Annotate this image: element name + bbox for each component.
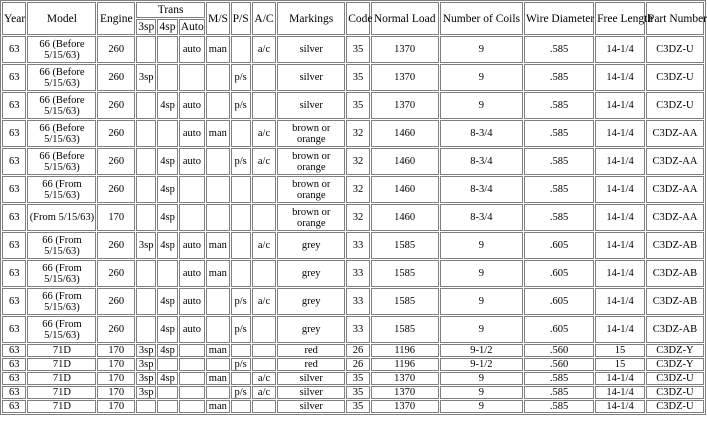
trans-4sp-cell <box>157 36 177 63</box>
trans-4sp-cell: 4sp <box>157 176 177 203</box>
trans-3sp-cell <box>136 120 156 147</box>
code-cell: 35 <box>346 386 369 399</box>
free-length-cell: 14-1/4 <box>595 260 645 287</box>
part-number-cell: C3DZ-U <box>646 372 704 385</box>
code-cell: 35 <box>346 36 369 63</box>
ms-cell: man <box>206 120 229 147</box>
ps-cell: p/s <box>231 64 251 91</box>
table-row <box>2 64 704 91</box>
trans-auto-cell <box>179 64 205 91</box>
ps-cell <box>231 204 251 231</box>
col-model: Model <box>27 2 96 35</box>
trans-auto-cell <box>179 176 205 203</box>
year-cell: 63 <box>2 120 26 147</box>
trans-auto-cell <box>179 372 205 385</box>
trans-auto-cell <box>179 344 205 357</box>
ps-cell <box>231 120 251 147</box>
col-ac: A/C <box>252 2 276 35</box>
year-cell: 63 <box>2 358 26 371</box>
part-number-cell: C3DZ-Y <box>646 358 704 371</box>
engine-cell: 260 <box>97 64 135 91</box>
ac-cell <box>252 176 276 203</box>
trans-4sp-cell: 4sp <box>157 232 177 259</box>
col-markings: Markings <box>277 2 345 35</box>
model-cell: 71D <box>27 386 96 399</box>
markings-cell: red <box>277 358 345 371</box>
coils-cell: 9 <box>440 386 523 399</box>
model-cell: 66 (From 5/15/63) <box>27 288 96 315</box>
coils-cell: 9 <box>440 316 523 343</box>
ps-cell: p/s <box>231 288 251 315</box>
trans-4sp-cell <box>157 386 177 399</box>
wire-diameter-cell: .605 <box>524 232 594 259</box>
trans-3sp-cell <box>136 400 156 413</box>
engine-cell: 170 <box>97 386 135 399</box>
coils-cell: 9 <box>440 260 523 287</box>
trans-4sp-cell <box>157 64 177 91</box>
normal-load-cell: 1370 <box>371 92 439 119</box>
ps-cell <box>231 36 251 63</box>
part-number-cell: C3DZ-AA <box>646 176 704 203</box>
trans-4sp-cell: 4sp <box>157 288 177 315</box>
ac-cell: a/c <box>252 148 276 175</box>
trans-auto-cell: auto <box>179 232 205 259</box>
trans-3sp-cell <box>136 176 156 203</box>
table-row <box>2 260 704 287</box>
table-row <box>2 288 704 315</box>
code-cell: 33 <box>346 288 369 315</box>
free-length-cell: 14-1/4 <box>595 232 645 259</box>
table-row <box>2 204 704 231</box>
wire-diameter-cell: .585 <box>524 120 594 147</box>
year-cell: 63 <box>2 344 26 357</box>
engine-cell: 170 <box>97 204 135 231</box>
year-cell: 63 <box>2 92 26 119</box>
ac-cell: a/c <box>252 232 276 259</box>
model-cell: 71D <box>27 400 96 413</box>
free-length-cell: 14-1/4 <box>595 400 645 413</box>
ps-cell <box>231 232 251 259</box>
ac-cell <box>252 92 276 119</box>
engine-cell: 170 <box>97 372 135 385</box>
engine-cell: 260 <box>97 120 135 147</box>
table-row <box>2 176 704 203</box>
col-ps: P/S <box>231 2 251 35</box>
model-cell: 66 (Before 5/15/63) <box>27 148 96 175</box>
code-cell: 35 <box>346 400 369 413</box>
ms-cell: man <box>206 372 229 385</box>
ps-cell <box>231 260 251 287</box>
normal-load-cell: 1370 <box>371 400 439 413</box>
ms-cell <box>206 204 229 231</box>
col-trans-3sp: 3sp <box>136 19 156 35</box>
col-coils: Number of Coils <box>440 2 523 35</box>
free-length-cell: 14-1/4 <box>595 92 645 119</box>
normal-load-cell: 1460 <box>371 176 439 203</box>
trans-3sp-cell: 3sp <box>136 358 156 371</box>
trans-3sp-cell: 3sp <box>136 64 156 91</box>
normal-load-cell: 1585 <box>371 288 439 315</box>
code-cell: 32 <box>346 120 369 147</box>
year-cell: 63 <box>2 176 26 203</box>
trans-4sp-cell: 4sp <box>157 204 177 231</box>
coils-cell: 9 <box>440 288 523 315</box>
free-length-cell: 14-1/4 <box>595 36 645 63</box>
table-row <box>2 358 704 371</box>
markings-cell: silver <box>277 400 345 413</box>
table-row <box>2 120 704 147</box>
year-cell: 63 <box>2 386 26 399</box>
table-row <box>2 400 704 413</box>
trans-4sp-cell <box>157 358 177 371</box>
col-trans: Trans <box>136 2 205 18</box>
col-wire-diameter: Wire Diameter <box>524 2 594 35</box>
markings-cell: silver <box>277 386 345 399</box>
ms-cell: man <box>206 400 229 413</box>
trans-auto-cell <box>179 204 205 231</box>
free-length-cell: 14-1/4 <box>595 176 645 203</box>
coils-cell: 8-3/4 <box>440 176 523 203</box>
col-code: Code <box>346 2 369 35</box>
part-number-cell: C3DZ-AA <box>646 204 704 231</box>
col-normal-load: Normal Load <box>371 2 439 35</box>
year-cell: 63 <box>2 372 26 385</box>
year-cell: 63 <box>2 204 26 231</box>
ps-cell: p/s <box>231 358 251 371</box>
trans-auto-cell: auto <box>179 148 205 175</box>
model-cell: 66 (From 5/15/63) <box>27 260 96 287</box>
coils-cell: 9 <box>440 400 523 413</box>
ms-cell <box>206 358 229 371</box>
table-row <box>2 232 704 259</box>
ac-cell <box>252 358 276 371</box>
normal-load-cell: 1370 <box>371 372 439 385</box>
ac-cell <box>252 204 276 231</box>
ms-cell <box>206 386 229 399</box>
normal-load-cell: 1585 <box>371 316 439 343</box>
engine-cell: 170 <box>97 400 135 413</box>
header-row <box>2 2 704 18</box>
part-number-cell: C3DZ-AA <box>646 120 704 147</box>
code-cell: 33 <box>346 260 369 287</box>
table-body <box>2 36 704 413</box>
table-row <box>2 386 704 399</box>
coils-cell: 9-1/2 <box>440 344 523 357</box>
free-length-cell: 14-1/4 <box>595 64 645 91</box>
free-length-cell: 14-1/4 <box>595 316 645 343</box>
markings-cell: brown or orange <box>277 148 345 175</box>
normal-load-cell: 1196 <box>371 344 439 357</box>
normal-load-cell: 1585 <box>371 260 439 287</box>
table-row <box>2 344 704 357</box>
year-cell: 63 <box>2 232 26 259</box>
free-length-cell: 14-1/4 <box>595 372 645 385</box>
year-cell: 63 <box>2 288 26 315</box>
trans-4sp-cell: 4sp <box>157 316 177 343</box>
trans-auto-cell: auto <box>179 36 205 63</box>
code-cell: 33 <box>346 232 369 259</box>
ms-cell: man <box>206 232 229 259</box>
markings-cell: grey <box>277 316 345 343</box>
wire-diameter-cell: .605 <box>524 288 594 315</box>
wire-diameter-cell: .585 <box>524 400 594 413</box>
code-cell: 32 <box>346 176 369 203</box>
ps-cell: p/s <box>231 316 251 343</box>
markings-cell: grey <box>277 288 345 315</box>
wire-diameter-cell: .585 <box>524 36 594 63</box>
part-number-cell: C3DZ-AB <box>646 316 704 343</box>
year-cell: 63 <box>2 400 26 413</box>
coils-cell: 8-3/4 <box>440 120 523 147</box>
wire-diameter-cell: .605 <box>524 260 594 287</box>
col-year: Year <box>2 2 26 35</box>
free-length-cell: 14-1/4 <box>595 386 645 399</box>
table-row <box>2 372 704 385</box>
col-part-number: Part Number <box>646 2 704 35</box>
part-number-cell: C3DZ-U <box>646 400 704 413</box>
markings-cell: brown or orange <box>277 204 345 231</box>
markings-cell: grey <box>277 260 345 287</box>
ms-cell <box>206 64 229 91</box>
trans-4sp-cell: 4sp <box>157 148 177 175</box>
model-cell: 71D <box>27 372 96 385</box>
col-trans-4sp: 4sp <box>157 19 177 35</box>
table-row <box>2 316 704 343</box>
trans-3sp-cell <box>136 148 156 175</box>
markings-cell: red <box>277 344 345 357</box>
trans-4sp-cell: 4sp <box>157 372 177 385</box>
wire-diameter-cell: .585 <box>524 64 594 91</box>
trans-4sp-cell <box>157 400 177 413</box>
engine-cell: 260 <box>97 260 135 287</box>
trans-3sp-cell <box>136 316 156 343</box>
engine-cell: 260 <box>97 148 135 175</box>
trans-3sp-cell: 3sp <box>136 386 156 399</box>
part-number-cell: C3DZ-AB <box>646 260 704 287</box>
ac-cell <box>252 344 276 357</box>
normal-load-cell: 1370 <box>371 64 439 91</box>
free-length-cell: 15 <box>595 358 645 371</box>
trans-auto-cell: auto <box>179 288 205 315</box>
table-row <box>2 36 704 63</box>
ps-cell <box>231 344 251 357</box>
part-number-cell: C3DZ-Y <box>646 344 704 357</box>
year-cell: 63 <box>2 64 26 91</box>
markings-cell: silver <box>277 92 345 119</box>
table-row <box>2 92 704 119</box>
markings-cell: silver <box>277 64 345 91</box>
ps-cell <box>231 176 251 203</box>
model-cell: (From 5/15/63) <box>27 204 96 231</box>
model-cell: 66 (From 5/15/63) <box>27 316 96 343</box>
free-length-cell: 15 <box>595 344 645 357</box>
coils-cell: 9-1/2 <box>440 358 523 371</box>
coils-cell: 8-3/4 <box>440 204 523 231</box>
engine-cell: 170 <box>97 344 135 357</box>
year-cell: 63 <box>2 316 26 343</box>
part-number-cell: C3DZ-AB <box>646 232 704 259</box>
markings-cell: grey <box>277 232 345 259</box>
col-ms: M/S <box>206 2 229 35</box>
ac-cell <box>252 64 276 91</box>
coils-cell: 9 <box>440 92 523 119</box>
normal-load-cell: 1196 <box>371 358 439 371</box>
model-cell: 66 (Before 5/15/63) <box>27 120 96 147</box>
code-cell: 35 <box>346 64 369 91</box>
ms-cell: man <box>206 36 229 63</box>
trans-4sp-cell: 4sp <box>157 92 177 119</box>
col-engine: Engine <box>97 2 135 35</box>
ac-cell <box>252 260 276 287</box>
trans-3sp-cell <box>136 204 156 231</box>
model-cell: 66 (Before 5/15/63) <box>27 64 96 91</box>
wire-diameter-cell: .605 <box>524 316 594 343</box>
code-cell: 26 <box>346 344 369 357</box>
code-cell: 32 <box>346 204 369 231</box>
markings-cell: brown or orange <box>277 120 345 147</box>
model-cell: 66 (From 5/15/63) <box>27 232 96 259</box>
code-cell: 35 <box>346 372 369 385</box>
coils-cell: 8-3/4 <box>440 148 523 175</box>
trans-3sp-cell <box>136 260 156 287</box>
trans-3sp-cell: 3sp <box>136 344 156 357</box>
coils-cell: 9 <box>440 64 523 91</box>
part-number-cell: C3DZ-AA <box>646 148 704 175</box>
ps-cell <box>231 372 251 385</box>
model-cell: 71D <box>27 358 96 371</box>
trans-4sp-cell: 4sp <box>157 344 177 357</box>
model-cell: 66 (Before 5/15/63) <box>27 92 96 119</box>
free-length-cell: 14-1/4 <box>595 148 645 175</box>
ac-cell: a/c <box>252 36 276 63</box>
ac-cell: a/c <box>252 288 276 315</box>
trans-auto-cell <box>179 400 205 413</box>
engine-cell: 260 <box>97 36 135 63</box>
engine-cell: 170 <box>97 358 135 371</box>
coils-cell: 9 <box>440 36 523 63</box>
normal-load-cell: 1460 <box>371 148 439 175</box>
trans-3sp-cell <box>136 288 156 315</box>
wire-diameter-cell: .560 <box>524 344 594 357</box>
ps-cell <box>231 400 251 413</box>
ms-cell: man <box>206 344 229 357</box>
ps-cell: p/s <box>231 148 251 175</box>
free-length-cell: 14-1/4 <box>595 288 645 315</box>
engine-cell: 260 <box>97 176 135 203</box>
wire-diameter-cell: .585 <box>524 148 594 175</box>
year-cell: 63 <box>2 148 26 175</box>
part-number-cell: C3DZ-U <box>646 36 704 63</box>
normal-load-cell: 1460 <box>371 204 439 231</box>
code-cell: 33 <box>346 316 369 343</box>
ms-cell: man <box>206 260 229 287</box>
ac-cell <box>252 400 276 413</box>
part-number-cell: C3DZ-U <box>646 92 704 119</box>
coils-cell: 9 <box>440 232 523 259</box>
col-free-length: Free Length <box>595 2 645 35</box>
engine-cell: 260 <box>97 288 135 315</box>
trans-4sp-cell <box>157 120 177 147</box>
code-cell: 26 <box>346 358 369 371</box>
coils-cell: 9 <box>440 372 523 385</box>
part-number-cell: C3DZ-U <box>646 64 704 91</box>
trans-auto-cell: auto <box>179 92 205 119</box>
trans-auto-cell: auto <box>179 316 205 343</box>
free-length-cell: 14-1/4 <box>595 204 645 231</box>
trans-auto-cell <box>179 386 205 399</box>
year-cell: 63 <box>2 36 26 63</box>
trans-3sp-cell: 3sp <box>136 232 156 259</box>
model-cell: 66 (From 5/15/63) <box>27 176 96 203</box>
trans-auto-cell: auto <box>179 120 205 147</box>
wire-diameter-cell: .585 <box>524 176 594 203</box>
engine-cell: 260 <box>97 316 135 343</box>
normal-load-cell: 1585 <box>371 232 439 259</box>
ps-cell: p/s <box>231 92 251 119</box>
ac-cell: a/c <box>252 386 276 399</box>
ms-cell <box>206 176 229 203</box>
table-row <box>2 148 704 175</box>
ac-cell: a/c <box>252 372 276 385</box>
trans-3sp-cell <box>136 36 156 63</box>
ms-cell <box>206 148 229 175</box>
markings-cell: silver <box>277 372 345 385</box>
normal-load-cell: 1370 <box>371 386 439 399</box>
ac-cell: a/c <box>252 120 276 147</box>
part-number-cell: C3DZ-U <box>646 386 704 399</box>
engine-cell: 260 <box>97 92 135 119</box>
ms-cell <box>206 288 229 315</box>
code-cell: 35 <box>346 92 369 119</box>
wire-diameter-cell: .560 <box>524 358 594 371</box>
trans-auto-cell <box>179 358 205 371</box>
ms-cell <box>206 316 229 343</box>
ac-cell <box>252 316 276 343</box>
wire-diameter-cell: .585 <box>524 204 594 231</box>
markings-cell: silver <box>277 36 345 63</box>
markings-cell: brown or orange <box>277 176 345 203</box>
part-number-cell: C3DZ-AB <box>646 288 704 315</box>
free-length-cell: 14-1/4 <box>595 120 645 147</box>
engine-cell: 260 <box>97 232 135 259</box>
trans-3sp-cell: 3sp <box>136 372 156 385</box>
wire-diameter-cell: .585 <box>524 386 594 399</box>
wire-diameter-cell: .585 <box>524 372 594 385</box>
model-cell: 66 (Before 5/15/63) <box>27 36 96 63</box>
trans-4sp-cell <box>157 260 177 287</box>
col-trans-auto: Auto <box>180 21 204 33</box>
wire-diameter-cell: .585 <box>524 92 594 119</box>
normal-load-cell: 1460 <box>371 120 439 147</box>
ms-cell <box>206 92 229 119</box>
trans-3sp-cell <box>136 92 156 119</box>
normal-load-cell: 1370 <box>371 36 439 63</box>
code-cell: 32 <box>346 148 369 175</box>
year-cell: 63 <box>2 260 26 287</box>
model-cell: 71D <box>27 344 96 357</box>
trans-auto-cell: auto <box>179 260 205 287</box>
ps-cell: p/s <box>231 386 251 399</box>
